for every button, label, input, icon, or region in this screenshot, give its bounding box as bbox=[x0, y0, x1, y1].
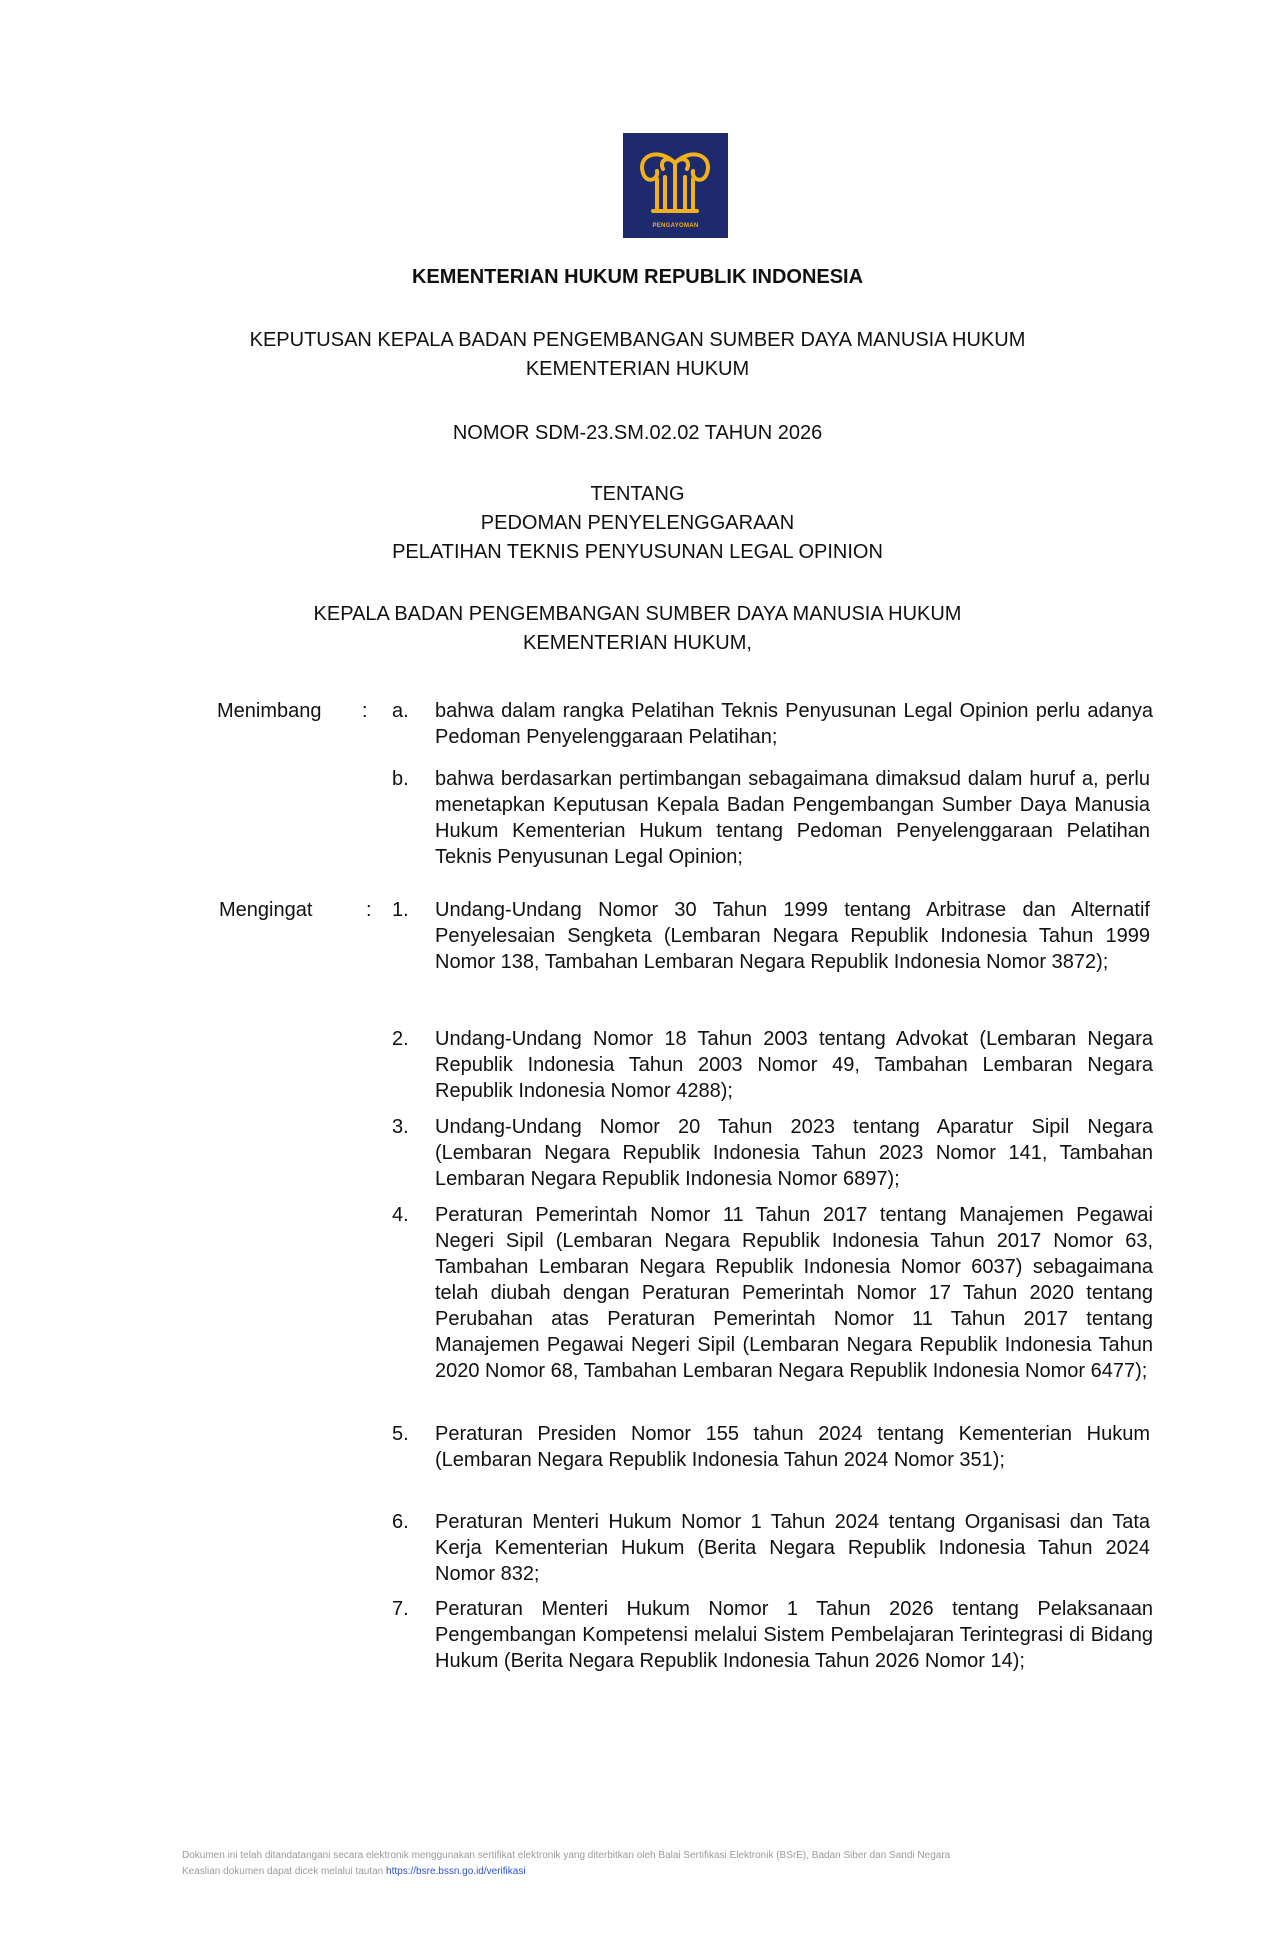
footer-line-1: Dokumen ini telah ditandatangani secara elektronik menggunakan sertifikat elektronik yang diterbitkan oleh Balai Sertifikasi Elektronik (BSrE), Badan Siber dan Sandi Negara bbox=[182, 1850, 951, 1861]
menimbang-label: Menimbang bbox=[217, 700, 322, 722]
mengingat-marker-4: 4. bbox=[392, 1204, 409, 1226]
mengingat-marker-1: 1. bbox=[392, 899, 409, 921]
ministry-heading: KEMENTERIAN HUKUM REPUBLIK INDONESIA bbox=[411, 266, 864, 288]
mengingat-item-6: Peraturan Menteri Hukum Nomor 1 Tahun 2024 tentang Organisasi dan Tata Kerja Kementerian Hukum (Berita Negara Republik Indonesia Tahun 2024 Nomor 832; bbox=[435, 1511, 1150, 1585]
menimbang-colon: : bbox=[362, 700, 368, 722]
mengingat-item-1: Undang-Undang Nomor 30 Tahun 1999 tentang Arbitrase dan Alternatif Penyelesaian Sengketa (Lembaran Negara Republik Indonesia Tahun 1999 Nomor 138, Tambahan Lembaran Negara Republik Indonesia Nomor 3872); bbox=[435, 899, 1150, 973]
logo-caption: PENGAYOMAN bbox=[652, 223, 699, 229]
official-title-line-1: KEPALA BADAN PENGEMBANGAN SUMBER DAYA MANUSIA HUKUM bbox=[313, 603, 962, 625]
ministry-logo bbox=[623, 133, 728, 238]
official-title-line-2: KEMENTERIAN HUKUM, bbox=[523, 632, 752, 654]
decree-title-line-1: KEPUTUSAN KEPALA BADAN PENGEMBANGAN SUMBER DAYA MANUSIA HUKUM bbox=[249, 329, 1026, 351]
mengingat-colon: : bbox=[366, 899, 372, 921]
mengingat-item-4: Peraturan Pemerintah Nomor 11 Tahun 2017 tentang Manajemen Pegawai Negeri Sipil (Lembaran Negara Republik Indonesia Tahun 2017 Nomor 63, Tambahan Lembaran Negara Republik Indonesia Nomor 6037) sebagaimana telah diubah dengan Peraturan Pemerintah Nomor 17 Tahun 2020 tentang Perubahan atas Peraturan Pemerintah Nomor 11 Tahun 2017 tentang Manajemen Pegawai Negeri Sipil (Lembaran Negara Republik Indonesia Tahun 2020 Nomor 68, Tambahan Lembaran Negara Republik Indonesia Nomor 6477); bbox=[435, 1204, 1153, 1382]
decree-number: NOMOR SDM-23.SM.02.02 TAHUN 2026 bbox=[452, 422, 823, 444]
menimbang-marker-b: b. bbox=[392, 768, 409, 790]
mengingat-marker-3: 3. bbox=[392, 1116, 409, 1138]
footer-verification-text: Keaslian dokumen dapat dicek melalui tautan bbox=[182, 1866, 387, 1877]
mengingat-item-3: Undang-Undang Nomor 20 Tahun 2023 tentang Aparatur Sipil Negara (Lembaran Negara Republik Indonesia Tahun 2023 Nomor 141, Tambahan Lembaran Negara Republik Indonesia Nomor 6897); bbox=[435, 1116, 1153, 1190]
mengingat-item-5: Peraturan Presiden Nomor 155 tahun 2024 tentang Kementerian Hukum (Lembaran Negara Republik Indonesia Tahun 2024 Nomor 351); bbox=[435, 1423, 1150, 1471]
mengingat-item-7: Peraturan Menteri Hukum Nomor 1 Tahun 2026 tentang Pelaksanaan Pengembangan Kompetensi melalui Sistem Pembelajaran Terintegrasi di Bidang Hukum (Berita Negara Republik Indonesia Tahun 2026 Nomor 14); bbox=[435, 1598, 1153, 1672]
menimbang-marker-a: a. bbox=[392, 700, 409, 722]
subject-line-1: PEDOMAN PENYELENGGARAAN bbox=[480, 512, 795, 534]
verification-link[interactable]: https://bsre.bssn.go.id/verifikasi bbox=[386, 1866, 526, 1877]
e-signature-notice bbox=[182, 1848, 1162, 1880]
mengingat-marker-7: 7. bbox=[392, 1598, 409, 1620]
mengingat-item-2: Undang-Undang Nomor 18 Tahun 2003 tentang Advokat (Lembaran Negara Republik Indonesia Tahun 2003 Nomor 49, Tambahan Lembaran Negara Republik Indonesia Nomor 4288); bbox=[435, 1028, 1153, 1102]
decree-title-line-2: KEMENTERIAN HUKUM bbox=[525, 358, 750, 380]
mengingat-label: Mengingat bbox=[219, 899, 313, 921]
footer-line-2 bbox=[182, 1864, 1162, 1880]
mengingat-marker-6: 6. bbox=[392, 1511, 409, 1533]
mengingat-marker-5: 5. bbox=[392, 1423, 409, 1445]
menimbang-item-b: bahwa berdasarkan pertimbangan sebagaimana dimaksud dalam huruf a, perlu menetapkan Keputusan Kepala Badan Pengembangan Sumber Daya Manusia Hukum Kementerian Hukum tentang Pedoman Penyelenggaraan Pelatihan Teknis Penyusunan Legal Opinion; bbox=[435, 768, 1150, 868]
subject-line-2: PELATIHAN TEKNIS PENYUSUNAN LEGAL OPINION bbox=[392, 541, 883, 563]
menimbang-item-a: bahwa dalam rangka Pelatihan Teknis Penyusunan Legal Opinion perlu adanya Pedoman Penyelenggaraan Pelatihan; bbox=[435, 700, 1153, 748]
mengingat-marker-2: 2. bbox=[392, 1028, 409, 1050]
about-heading: TENTANG bbox=[590, 483, 685, 505]
